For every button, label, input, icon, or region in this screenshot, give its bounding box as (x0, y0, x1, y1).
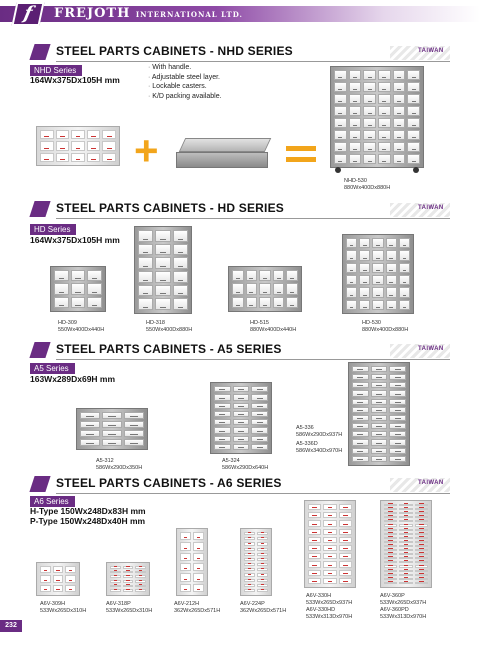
feature-item: · With handle. (148, 63, 222, 73)
feature-item: · Adjustable steel layer. (148, 73, 222, 83)
product-model: A5-324 (222, 458, 240, 464)
nhd-shelf-tray-image (176, 138, 272, 168)
product-caption (96, 458, 142, 472)
feature-item: · Lockable casters. (148, 82, 222, 92)
product-caption (222, 458, 268, 472)
a5-region: TAIWAN (418, 346, 444, 352)
hd-318-cabinet-image (134, 226, 192, 314)
a5-series-badge: A5 Series (30, 363, 75, 374)
product-size: 586Wx290Dx640H (222, 465, 269, 471)
heading-rule (56, 359, 450, 360)
product-caption (146, 320, 192, 334)
product-caption (344, 178, 390, 192)
equals-symbol (286, 146, 316, 168)
hd-region: TAIWAN (418, 205, 444, 211)
a5-312-cabinet-image (76, 408, 148, 450)
a6v-224p-cabinet-image (240, 528, 272, 596)
product-size: 533Wx265Dx310H (106, 608, 153, 614)
feature-item: · K/D packing available. (148, 92, 222, 102)
a5-336-cabinet-image (348, 362, 410, 466)
a6v-318p-cabinet-image (106, 562, 150, 596)
product-size: 362Wx265Dx571H (240, 608, 287, 614)
product-model: A6V-360PD (380, 607, 409, 613)
a6-section-heading (30, 474, 450, 494)
a6v-330h-cabinet-image (304, 500, 356, 588)
product-size: 533Wx265Dx937H (380, 600, 427, 606)
nhd-feature-list (148, 63, 222, 101)
product-caption (250, 320, 296, 334)
product-size: 533Wx313Dx970H (306, 614, 353, 620)
product-caption (58, 320, 104, 334)
heading-rule (56, 218, 450, 219)
page-number: 232 (0, 620, 22, 632)
product-model: A6V-224P (240, 601, 265, 607)
heading-rule (56, 493, 450, 494)
product-size: 586Wx340Dx970H (296, 448, 343, 454)
hd-section-title: STEEL PARTS CABINETS - HD SERIES (56, 201, 284, 215)
a6-series-badge: A6 Series (30, 496, 75, 507)
product-size: 880Wx400Dx440H (250, 327, 297, 333)
nhd-530-cabinet-image (330, 66, 424, 168)
product-caption (306, 593, 352, 621)
product-caption (174, 601, 220, 615)
product-caption (40, 601, 86, 615)
nhd-region: TAIWAN (418, 48, 444, 54)
brand-suffix: INTERNATIONAL LTD. (135, 10, 243, 19)
product-model: A6V-360P (380, 593, 405, 599)
product-size: 880Wx400Dx880H (362, 327, 409, 333)
product-model: A5-336 (296, 425, 314, 431)
hd-309-cabinet-image (50, 266, 106, 312)
a6-section-title: STEEL PARTS CABINETS - A6 SERIES (56, 476, 282, 490)
nhd-section-heading (30, 42, 450, 62)
product-size: 550Wx400Dx440H (58, 327, 105, 333)
product-model: A6V-330HD (306, 607, 336, 613)
product-size: 533Wx313Dx970H (380, 614, 427, 620)
product-model: HD-530 (362, 320, 381, 326)
a6v-309h-cabinet-image (36, 562, 80, 596)
product-model: A6V-330H (306, 593, 332, 599)
product-caption (380, 593, 426, 621)
product-caption (106, 601, 152, 615)
brand-name (54, 6, 243, 23)
nhd-drawer-stack-image (36, 126, 120, 166)
hd-515-cabinet-image (228, 266, 302, 312)
a6v-360p-cabinet-image (380, 500, 432, 588)
heading-tab (29, 201, 50, 217)
product-model: A5-312 (96, 458, 114, 464)
nhd-dimension: 164Wx375Dx105H mm (30, 75, 120, 85)
a6-region: TAIWAN (418, 480, 444, 486)
product-model: HD-318 (146, 320, 165, 326)
brand-logo: f (11, 2, 44, 26)
product-size: 586Wx290Dx350H (96, 465, 143, 471)
brand-header (0, 0, 480, 30)
product-model: A6V-212H (174, 601, 200, 607)
hd-section-heading (30, 199, 450, 219)
nhd-series-badge: NHD Series (30, 65, 82, 76)
a5-section-title: STEEL PARTS CABINETS - A5 SERIES (56, 342, 282, 356)
a6v-212h-cabinet-image (176, 528, 208, 596)
product-caption (362, 320, 408, 334)
hd-dimension: 164Wx375Dx105H mm (30, 235, 120, 245)
product-size: 586Wx290Dx937H (296, 432, 343, 438)
product-model: HD-309 (58, 320, 77, 326)
a5-dimension: 163Wx289Dx69H mm (30, 374, 116, 384)
heading-tab (29, 342, 50, 358)
product-size: 362Wx265Dx571H (174, 608, 221, 614)
plus-symbol: + (134, 127, 159, 174)
product-model: A5-336D (296, 441, 318, 447)
product-model: NHD-530 (344, 178, 367, 184)
hd-530-cabinet-image (342, 234, 414, 314)
product-size: 533Wx265Dx310H (40, 608, 87, 614)
heading-tab (29, 44, 50, 60)
nhd-section-title: STEEL PARTS CABINETS - NHD SERIES (56, 44, 293, 58)
hd-series-badge: HD Series (30, 224, 76, 235)
product-model: A6V-318P (106, 601, 131, 607)
a5-section-heading (30, 340, 450, 360)
product-size: 533Wx265Dx937H (306, 600, 353, 606)
a5-324-cabinet-image (210, 382, 272, 454)
product-caption (296, 425, 342, 455)
brand-name-text: FREJOTH (54, 6, 131, 21)
a6-dimension-h: H-Type 150Wx248Dx83H mm (30, 506, 146, 516)
a6-dimension-p: P-Type 150Wx248Dx40H mm (30, 516, 146, 526)
heading-rule (56, 61, 450, 62)
product-model: A6V-309H (40, 601, 66, 607)
product-size: 550Wx400Dx880H (146, 327, 193, 333)
heading-tab (29, 476, 50, 492)
product-caption (240, 601, 286, 615)
product-size: 880Wx400Dx880H (344, 185, 391, 191)
product-model: HD-515 (250, 320, 269, 326)
